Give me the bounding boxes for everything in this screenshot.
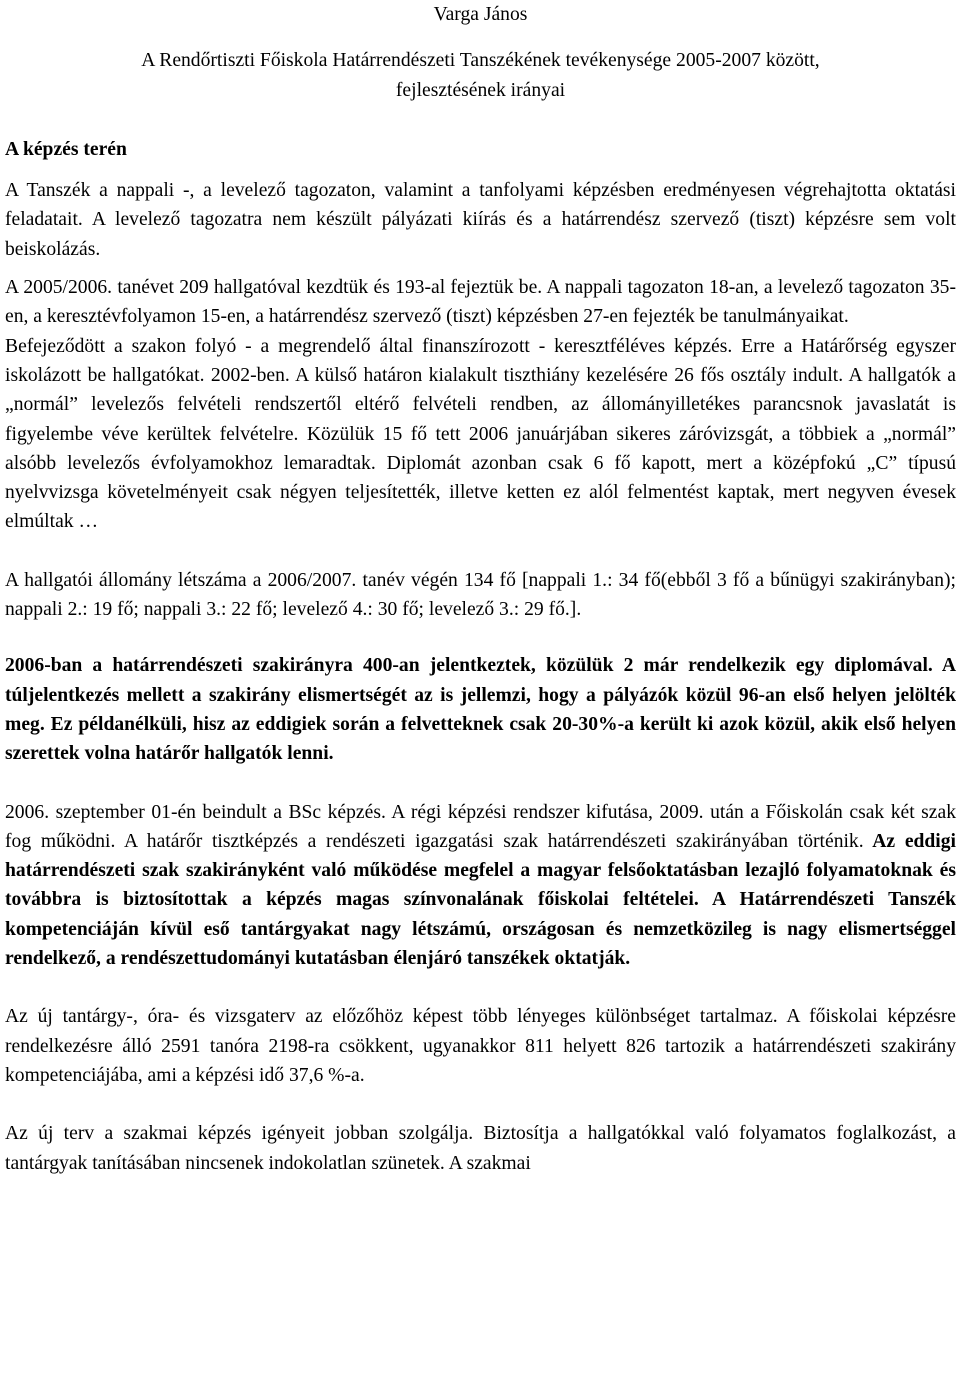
paragraph-6-bold: Az eddigi határrendészeti szak szakirányként való működése megfelel a magyar felsőoktatásban lezajló folyamatoknak és továbbra is biztosítottak a képzés magas színvonalának főiskolai feltételei. A Határrendészeti Tanszék kompetenciáján kívül eső tantárgyakat nagy létszámú, országosan és nemzetközileg is nagy elismertséggel rendelkező, a rendészettudományi kutatásban élenjáró tanszékek oktatják. xyxy=(5,830,956,970)
paragraph-4: A hallgatói állomány létszáma a 2006/2007. tanév végén 134 fő [nappali 1.: 34 fő(ebből 3 fő a bűnügyi szakirányban); nappali 2.: 19 fő; nappali 3.: 22 fő; levelező 4.: 30 fő; levelező 3.: 29 fő.]. xyxy=(5,569,956,621)
paragraph-1: A Tanszék a nappali -, a levelező tagozaton, valamint a tanfolyami képzésben eredményesen végrehajtotta oktatási feladatait. A levelező tagozatra nem készült pályázati kiírás és a határrendész szervező (tiszt) képzésre sem volt beiskolázás. xyxy=(5,180,956,260)
section-heading: A képzés terén xyxy=(5,138,127,160)
paragraph-8: Az új terv a szakmai képzés igényeit jobban szolgálja. Biztosítja a hallgatókkal való folyamatos foglalkozást, a tantárgyak tanításában nincsenek indokolatlan szünetek. A szakmai xyxy=(5,1123,956,1174)
paragraph-6 xyxy=(5,798,956,974)
paragraph-3: Befejeződött a szakon folyó - a megrendelő által finanszírozott - keresztféléves képzés. Erre a Határőrség egyszer iskolázott be hallgatókat. 2002-ben. A külső határon kialakult tiszthiány kezelésére 26 fős osztály indult. A hallgatók a „normál” levelezős felvételi rendszertől eltérő felvételi rendben, az állományilletékes parancsnok javaslatát is figyelembe véve kerültek felvételre. Közülük 15 fő tett 2006 januárjában sikeres záróvizsgát, a többiek a „normál” alsóbb levelezős évfolyamokhoz lemaradtak. Diplomát azonban csak 6 fő kapott, mert a középfokú „C” típusú nyelvvizsga követelményeit csak négyen teljesítették, illetve ketten ez alól felmentést kaptak, mert negyven évesek elmúltak … xyxy=(5,335,956,533)
document-page xyxy=(5,0,956,1178)
paragraph-6-normal: 2006. szeptember 01-én beindult a BSc képzés. A régi képzési rendszer kifutása, 2009. után a Főiskolán csak két szak fog működni. A határőr tisztképzés a rendészeti igazgatási szak határrendészeti szakirányában történik. xyxy=(5,801,956,852)
paragraph-2: A 2005/2006. tanévet 209 hallgatóval kezdtük és 193-al fejeztük be. A nappali tagozaton 18-an, a levelező tagozaton 35-en, a keresztévfolyamon 15-en, a határrendész szervező (tiszt) képzésben 27-en fejezték be tanulmányaikat. xyxy=(5,277,956,328)
document-title-line2: fejlesztésének irányai xyxy=(395,79,566,101)
paragraph-7: Az új tantárgy-, óra- és vizsgaterv az előzőhöz képest több lényeges különbséget tartalmaz. A főiskolai képzésre rendelkezésre álló 2591 tanóra 2198-ra csökkent, ugyanakkor 811 helyett 826 tartozik a határrendészeti szakirány kompetenciájába, ami a képzési idő 37,6 %-a. xyxy=(5,1006,956,1086)
paragraph-5: 2006-ban a határrendészeti szakirányra 400-an jelentkeztek, közülük 2 már rendelkezik egy diplomával. A túljelentkezés mellett a szakirány elismertségét az is jellemzi, hogy a pályázók közül 96-an első helyen jelölték meg. Ez példanélküli, hisz az eddigiek során a felvetteknek csak 20-30%-a került ki azok közül, akik első helyen szerettek volna határőr hallgatók lenni. xyxy=(5,655,956,765)
document-title-line1: A Rendőrtiszti Főiskola Határrendészeti Tanszékének tevékenysége 2005-2007 között, xyxy=(141,50,820,72)
author-name: Varga János xyxy=(433,4,528,25)
